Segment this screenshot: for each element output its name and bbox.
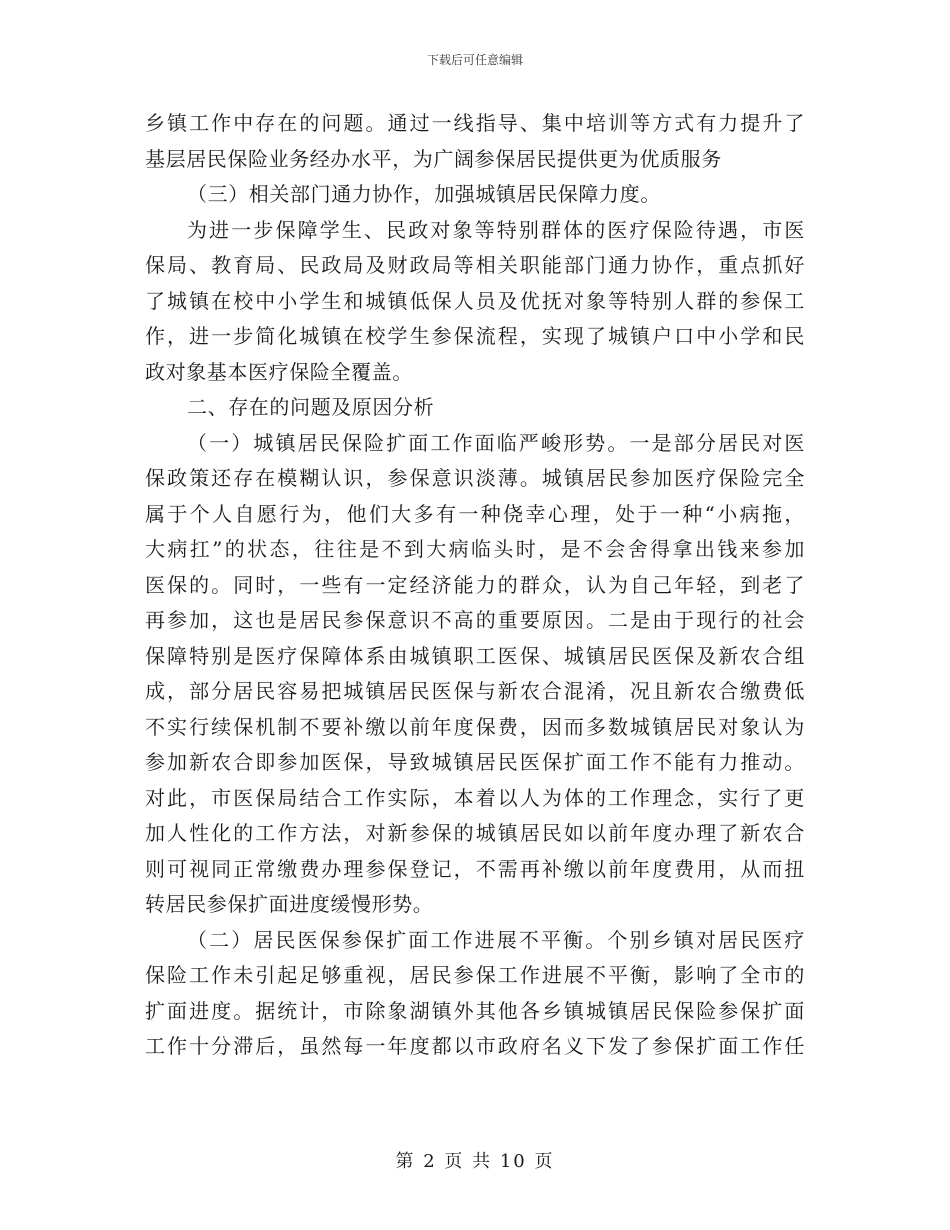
document-body (145, 106, 805, 1065)
text-line: 不实行续保机制不要补缴以前年度保费，因而多数城镇居民对象认为 (145, 714, 805, 739)
text-line: 成，部分居民容易把城镇居民医保与新农合混淆，况且新农合缴费低 (145, 679, 805, 703)
text-line: 保障特别是医疗保障体系由城镇职工医保、城镇居民医保及新农合组 (145, 643, 805, 668)
text-line: 了城镇在校中小学生和城镇低保人员及优抚对象等特别人群的参保工 (145, 288, 805, 313)
text-line: 再参加，这也是居民参保意识不高的重要原因。二是由于现行的社会 (145, 608, 805, 632)
text-line: 为进一步保障学生、民政对象等特别群体的医疗保险待遇，市医 (187, 217, 805, 242)
text-line: 扩面进度。据统计，市除象湖镇外其他各乡镇城镇居民保险参保扩面 (145, 998, 805, 1023)
text-line: 参加新农合即参加医保，导致城镇居民医保扩面工作不能有力推动。 (145, 750, 805, 774)
text-line: 基层居民保险业务经办水平，为广阔参保居民提供更为优质服务 (145, 146, 722, 171)
text-line: （一）城镇居民保险扩面工作面临严峻形势。一是部分居民对医 (187, 430, 805, 455)
text-line: 保险工作未引起足够重视，居民参保工作进展不平衡，影响了全市的 (145, 963, 805, 987)
text-line: 政对象基本医疗保险全覆盖。 (145, 359, 413, 384)
text-line: 大病扛”的状态，往往是不到大病临头时，是不会舍得拿出钱来参加 (145, 537, 805, 561)
text-line: 保政策还存在模糊认识，参保意识淡薄。城镇居民参加医疗保险完全 (145, 466, 805, 490)
text-line: 工作十分滞后，虽然每一年度都以市政府名义下发了参保扩面工作任 (145, 1034, 805, 1058)
text-line: 则可视同正常缴费办理参保登记，不需再补缴以前年度费用，从而扭 (145, 856, 805, 881)
text-line: 保局、教育局、民政局及财政局等相关职能部门通力协作，重点抓好 (145, 253, 805, 277)
text-line: 加人性化的工作方法，对新参保的城镇居民如以前年度办理了新农合 (145, 821, 805, 845)
page-header: 下载后可任意编辑 (426, 53, 523, 67)
text-line: 作，进一步简化城镇在校学生参保流程，实现了城镇户口中小学和民 (145, 324, 805, 348)
text-line: （三）相关部门通力协作，加强城镇居民保障力度。 (187, 182, 661, 206)
text-line: （二）居民医保参保扩面工作进展不平衡。个别乡镇对居民医疗 (187, 927, 805, 952)
text-line: 对此，市医保局结合工作实际，本着以人为体的工作理念，实行了更 (145, 785, 805, 810)
page-footer: 第 2 页 共 10 页 (395, 1151, 555, 1172)
text-line: 乡镇工作中存在的问题。通过一线指导、集中培训等方式有力提升了 (145, 111, 805, 135)
text-line: 医保的。同时，一些有一定经济能力的群众，认为自己年轻，到老了 (145, 572, 805, 597)
text-line: 二、存在的问题及原因分析 (187, 395, 435, 419)
text-line: 属于个人自愿行为，他们大多有一种侥幸心理，处于一种“小病拖， (145, 501, 805, 526)
text-line: 转居民参保扩面进度缓慢形势。 (145, 892, 434, 916)
